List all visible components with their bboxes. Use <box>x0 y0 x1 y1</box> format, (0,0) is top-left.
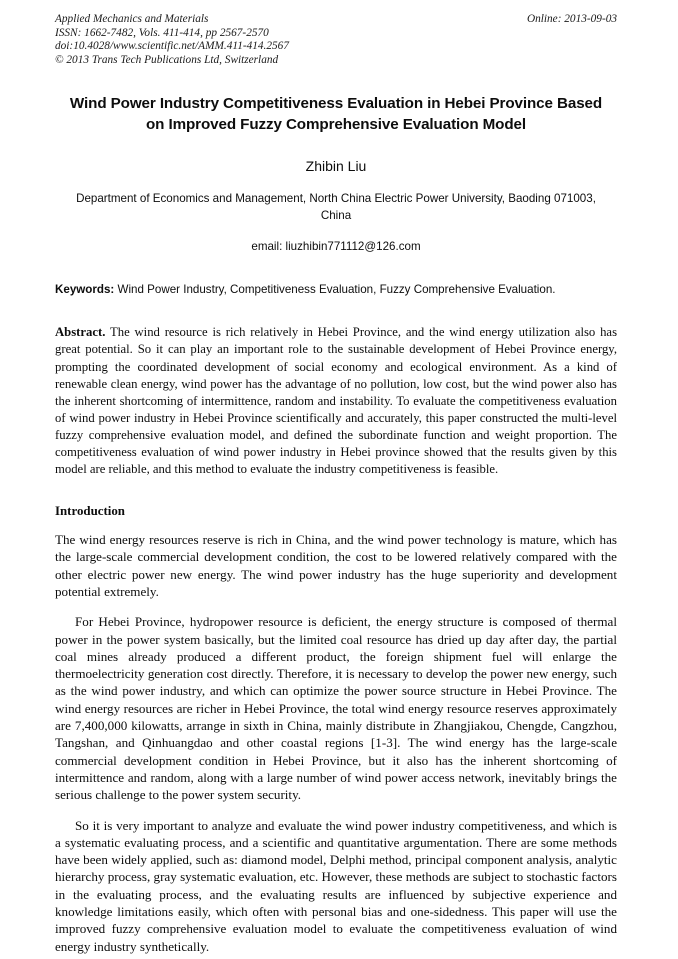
author-email: email: liuzhibin771112@126.com <box>251 240 421 254</box>
abstract-text: The wind resource is rich relatively in Hebei Province, and the wind energy utilization also has great potential. So it can play an important role to the sustainable development of Hebei Province energy, prompting the coordinated development of social economy and ecological environment. As a kind of renewable clean energy, wind power has the advantage of no pollution, low cost, but the wind power also has the inherent shortcoming of intermittence, random and instability. To evaluate the competitiveness evaluation of wind power industry in Hebei Province scientifically and accurately, this paper constructed the multi-level fuzzy comprehensive evaluation model, and defined the subordinate function and weight proportion. The competitiveness evaluation of wind power industry in Hebei province showed that the results given by this model are reliable, and this method to evaluate the industry competitiveness is feasible. <box>55 325 618 477</box>
paragraph: The wind energy resources reserve is rich in China, and the wind power technology is mature, which has the large-scale commercial development condition, the cost to be lowered relatively compared with the other electric power new energy. The wind power industry has the huge superiority and development potential extremely. <box>55 531 617 599</box>
copyright-line: © 2013 Trans Tech Publications Ltd, Switzerland <box>55 53 279 66</box>
issn-volume-pages: ISSN: 1662-7482, Vols. 411-414, pp 2567-2570 <box>55 26 269 39</box>
paragraph: So it is very important to analyze and evaluate the wind power industry competitiveness, and which is a systematic evaluating process, and a scientific and quantitative argumentation. There are some methods have been widely applied, such as: diamond model, Delphi method, principal component analysis, analytic hierarchy process, gray systematic evaluation, etc. However, these methods are subject to stochastic factors in the evaluating process, and the evaluating results are influenced by subjective experience and knowledge limitations easily, which often with personal bias and one-sidedness. This paper will use the improved fuzzy comprehensive evaluation model to evaluate the competitiveness evaluation of wind energy industry synthetically. <box>55 817 617 954</box>
journal-masthead <box>55 13 617 67</box>
abstract-label: Abstract. <box>55 325 106 340</box>
author-name: Zhibin Liu <box>305 158 367 175</box>
online-publication-date: Online: 2013-09-03 <box>526 13 617 25</box>
abstract-paragraph <box>55 324 617 478</box>
author-affiliation: Department of Economics and Management, North China Electric Power University, Baoding 071003, China <box>76 192 596 223</box>
section-heading-introduction: Introduction <box>55 504 125 519</box>
page-content <box>55 13 617 959</box>
article-title: Wind Power Industry Competitiveness Evaluation in Hebei Province Based on Improved Fuzzy Comprehensive Evaluation Model <box>69 95 603 134</box>
paragraph: For Hebei Province, hydropower resource is deficient, the energy structure is composed of thermal power in the power system basically, but the limited coal resource has dried up day after day, the partial coal mines already produced a different product, the foreign shipment fuel will enlarge the thermoelectricity generation cost directly. Therefore, it is necessary to develop the power new energy, such as the wind power industry, and which can optimize the power source structure in Hebei Province. The wind energy resources are richer in Hebei Province, the total wind energy resource reserves approximately are 7,400,000 kilowatts, arrange in sixth in China, mainly distribute in Zhangjiakou, Chengde, Cangzhou, Tangshan, and Qinhuangdao and other coastal regions [1-3]. The wind energy has the large-scale commercial development condition in Hebei Province, but it also has the inherent shortcoming of intermittence and random, along with a large number of wind power access network, inevitably brings the serious challenge to the power system security. <box>55 614 617 803</box>
keywords-line <box>55 281 617 298</box>
keywords-text: Wind Power Industry, Competitiveness Evaluation, Fuzzy Comprehensive Evaluation. <box>117 283 556 297</box>
keywords-label: Keywords: <box>55 283 115 297</box>
journal-name: Applied Mechanics and Materials <box>55 13 209 25</box>
doi-line: doi:10.4028/www.scientific.net/AMM.411-414.2567 <box>55 40 289 53</box>
